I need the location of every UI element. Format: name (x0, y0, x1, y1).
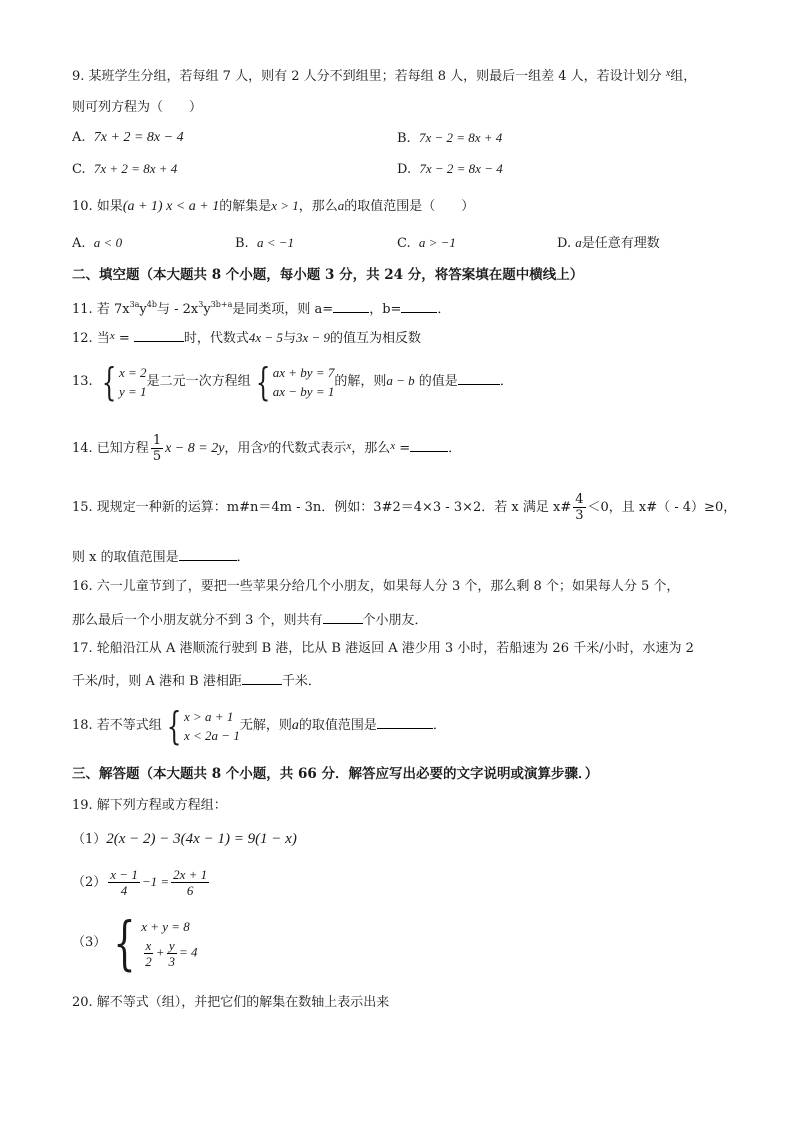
option-label: A. (72, 236, 86, 251)
q10-solution: x > 1 (271, 198, 299, 213)
q9-option-a (72, 128, 184, 148)
q9-var: x (665, 68, 671, 79)
q11-term1: 7x (113, 302, 130, 317)
q11-text: 与 - 2x (157, 302, 199, 317)
q9-text: 9. 某班学生分组，若每组 7 人，则有 2 人分不到组里；若每组 8 人，则最后一组差 4 人，若设计划分 (72, 69, 662, 84)
q13-text: 的值是 (418, 374, 458, 389)
q18 (72, 702, 446, 750)
q9-line1 (72, 64, 696, 87)
q14-var: x (390, 440, 396, 452)
q14-text: = (395, 441, 411, 456)
frac-den: 3 (168, 954, 175, 969)
q13-eq: ax + by = 7 (272, 364, 335, 380)
q14-text: 的代数式表示 (268, 441, 347, 456)
q19-text: = 4 (178, 944, 198, 960)
brace-icon: { (101, 359, 117, 404)
option-expr: 7x − 2 = 8x + 4 (418, 130, 503, 145)
q15-line1 (72, 486, 736, 530)
q18-inequality-system (162, 703, 240, 748)
q9-text-end: 组， (670, 69, 697, 84)
brace-icon: { (255, 359, 270, 404)
q13-solution-system (97, 359, 147, 404)
q19-equation-system (106, 908, 198, 977)
option-text: 是任意有理数 (581, 236, 660, 251)
q12 (72, 326, 421, 349)
q11-exp: 3a (129, 300, 140, 309)
answer-blank[interactable] (458, 370, 500, 385)
q11-text: ． (437, 302, 451, 317)
frac-num: 4 (575, 492, 584, 507)
q11 (72, 295, 450, 320)
frac-num: x − 1 (110, 867, 138, 882)
q12-expr1: 4x − 5 (248, 330, 283, 345)
q14-equation: x − 8 = 2y (165, 441, 225, 456)
answer-blank[interactable] (323, 609, 363, 624)
q9-option-c (72, 159, 177, 180)
answer-blank[interactable] (410, 437, 448, 452)
q17-text: 千米． (281, 674, 321, 689)
q20: 20. 解不等式（组），并把它们的解集在数轴上表示出来 (72, 995, 390, 1010)
q13-text: 是二元一次方程组 (146, 374, 251, 389)
option-expr: a < −1 (256, 235, 294, 250)
q14-text: ，那么 (351, 441, 391, 456)
option-expr: a (575, 235, 582, 250)
q14-text: ． (448, 441, 462, 456)
frac-den: 4 (120, 883, 128, 898)
option-label: C. (397, 236, 411, 251)
q18-text: ． (432, 718, 446, 733)
q15-line2 (72, 546, 250, 568)
q12-text: 的值互为相反数 (330, 331, 422, 346)
q13-equation-system (251, 359, 335, 404)
frac-den: 6 (186, 883, 194, 898)
section-3-heading: 三、解答题（本大题共 8 个小题，共 66 分．解答应写出必要的文字说明或演算步骤．） (72, 766, 599, 782)
answer-blank[interactable] (377, 714, 433, 729)
plus-sign: + (155, 944, 165, 960)
q10-option-a (72, 233, 122, 254)
q18-ineq: x < 2a − 1 (184, 727, 240, 743)
answer-blank[interactable] (333, 298, 369, 313)
answer-blank[interactable] (134, 327, 184, 342)
q13-expr: a − b (386, 373, 415, 388)
part-label: （3） (72, 935, 107, 950)
answer-blank[interactable] (179, 546, 237, 561)
q18-text: 无解，则 (239, 718, 292, 733)
q15-text: 15. 现规定一种新的运算：m#n＝4m - 3n．例如：3#2＝4×3 - 3×2．若 x 满足 x# (72, 500, 572, 515)
q11-term2-y: y (203, 302, 211, 317)
q11-term1-y: y (139, 302, 147, 317)
q14-text: 14. 已知方程 (72, 441, 149, 456)
q11-exp: 4b (146, 300, 157, 309)
q19-part2 (72, 860, 211, 905)
q11-text: 是同类项，则 a= (232, 302, 334, 317)
q18-ineq: x > a + 1 (184, 708, 234, 724)
q13-text: ． (499, 374, 513, 389)
frac-den: 3 (575, 508, 584, 523)
q19-equation1: 2(x − 2) − 3(4x − 1) = 9(1 − x) (106, 831, 297, 847)
q17-line2 (72, 670, 321, 692)
q19-text: −1 = (141, 874, 170, 889)
frac-num: 1 (152, 433, 162, 448)
q13 (72, 358, 513, 405)
q11-exp: 3 (198, 300, 204, 309)
q19-fraction (171, 867, 209, 898)
q18-text: 18. 若不等式组 (72, 718, 162, 733)
option-expr: 7x − 2 = 8x − 4 (419, 161, 503, 176)
q10-text: 的取值范围是（ ） (344, 199, 475, 214)
q19-eq: x + y = 8 (141, 919, 190, 934)
q18-var: a (291, 718, 299, 733)
q9-option-b (397, 128, 502, 149)
brace-icon: { (166, 703, 182, 748)
q12-text: 时，代数式 (183, 331, 249, 346)
q15-text: ＜0，且 x#（ - 4）≥0， (587, 500, 737, 515)
q10-option-b (235, 233, 294, 254)
frac-den: 5 (152, 449, 162, 464)
q9-option-d (397, 159, 503, 180)
option-expr: 7x + 2 = 8x + 4 (93, 161, 178, 176)
q10-var: a (337, 198, 345, 213)
q9-line2: 则可列方程为（ ） (72, 100, 203, 115)
q18-text: 的取值范围是 (298, 718, 377, 733)
q17-text: 千米/时，则 A 港和 B 港相距 (72, 674, 242, 689)
part-label: （2） (72, 875, 107, 890)
option-label: D. (397, 162, 412, 177)
q12-text: 12. 当 (72, 331, 110, 346)
q17-line1: 17. 轮船沿江从 A 港顺流行驶到 B 港，比从 B 港返回 A 港少用 3 小时，若船速为 26 千米/小时，水速为 2 (72, 641, 694, 656)
q19-part3 (72, 908, 198, 977)
q16-line2 (72, 609, 428, 631)
q13-eq: y = 1 (119, 383, 147, 399)
option-label: B. (235, 236, 249, 251)
q15-text: 则 x 的取值范围是 (72, 550, 179, 565)
q15-fraction (573, 492, 585, 523)
answer-blank[interactable] (401, 298, 437, 313)
option-label: C. (72, 162, 86, 177)
brace-icon: { (113, 908, 136, 977)
q10-text: ，那么 (298, 199, 338, 214)
q13-text: 13. (72, 374, 93, 389)
q14-fraction (151, 433, 163, 464)
q13-text: 的解，则 (334, 374, 387, 389)
frac-num: y (168, 938, 175, 953)
q19-fraction (108, 867, 140, 898)
q10-option-c (397, 233, 456, 254)
frac-den: 2 (145, 954, 152, 969)
option-label: A. (72, 130, 86, 145)
q12-expr2: 3x − 9 (295, 330, 330, 345)
q12-text: = (114, 331, 134, 346)
q19-part1 (72, 829, 297, 850)
q13-eq: ax − by = 1 (272, 383, 335, 399)
q14-text: ，用含 (224, 441, 264, 456)
q16-text: 个小朋友． (362, 613, 428, 628)
q10-text: 10. 如果 (72, 199, 123, 214)
section-2-heading: 二、填空题（本大题共 8 个小题，每小题 3 分，共 24 分，将答案填在题中横线上） (72, 267, 584, 283)
q12-text: 与 (282, 331, 296, 346)
q16-line1: 16. 六一儿童节到了，要把一些苹果分给几个小朋友，如果每人分 3 个，那么剩 8 个；如果每人分 5 个， (72, 579, 680, 594)
q14-var: x (346, 440, 352, 452)
q11-exp: 3b+a (210, 300, 233, 309)
q19-eq2 (141, 938, 197, 969)
q10-text: 的解集是 (219, 199, 272, 214)
frac-num: x (145, 938, 152, 953)
q15-text: ． (236, 550, 250, 565)
q14-var: y (263, 440, 269, 452)
option-expr: 7x + 2 = 8x − 4 (93, 130, 184, 145)
q14 (72, 424, 461, 471)
q16-text: 那么最后一个小朋友就分不到 3 个，则共有 (72, 613, 323, 628)
q12-var: x (109, 330, 115, 342)
option-expr: a < 0 (93, 235, 123, 250)
option-expr: a > −1 (418, 235, 456, 250)
answer-blank[interactable] (242, 670, 282, 685)
q10-stem (72, 196, 474, 217)
q19-title: 19. 解下列方程或方程组： (72, 798, 227, 813)
part-label: （1） (72, 832, 107, 847)
q10-inequality: (a + 1) x < a + 1 (122, 199, 220, 214)
option-label: D. (557, 236, 572, 251)
frac-num: 2x + 1 (173, 867, 208, 882)
q10-option-d (557, 233, 660, 254)
q11-text: 11. 若 (72, 302, 110, 317)
option-label: B. (397, 131, 411, 146)
q13-eq: x = 2 (119, 364, 147, 380)
q11-text: ，b= (369, 302, 402, 317)
